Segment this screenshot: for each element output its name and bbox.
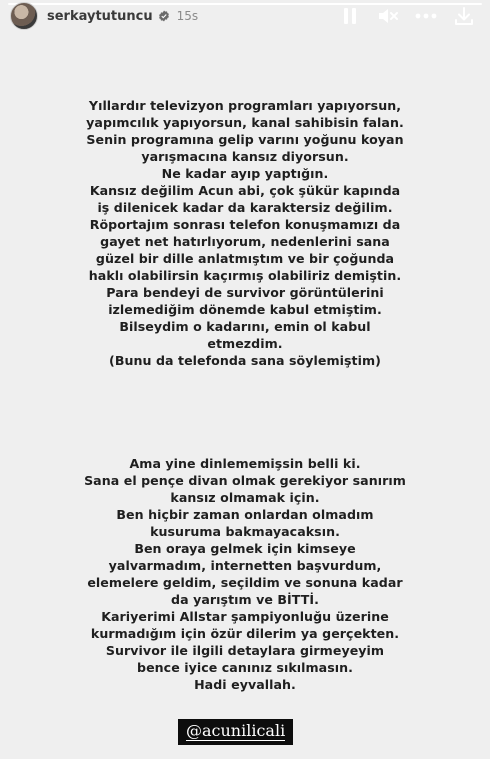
- story-text-line: güzel bir dille anlatmıştım ve bir çoğunda: [95, 251, 395, 266]
- more-icon: [415, 13, 437, 19]
- mute-icon: [378, 7, 398, 25]
- story-text-line: Kansız değilim Acun abi, çok şükür kapında: [89, 183, 401, 198]
- story-text-line: etmezdim.: [207, 336, 283, 351]
- story-text-line: kansız olmamak için.: [170, 490, 320, 505]
- story-text-line: yalvarmadım, internetten başvurdum,: [108, 558, 382, 573]
- mute-button[interactable]: [374, 2, 402, 30]
- story-text-line: kusuruma bakmayacaksın.: [150, 524, 340, 539]
- story-text-line: yarışmacına kansız diyorsun.: [141, 149, 349, 164]
- story-text-line: da yarıştım ve BİTTİ.: [171, 592, 319, 607]
- story-text-line: Kariyerimi Allstar şampiyonluğu üzerine: [101, 609, 389, 624]
- story-text-line: Ben oraya gelmek için kimseye: [134, 541, 356, 556]
- story-text-block-2: [40, 455, 450, 693]
- pause-icon: [343, 7, 357, 25]
- story-text-line: Sana el pençe divan olmak gerekiyor sanırım: [84, 473, 406, 488]
- story-text-line: iş dilenicek kadar da karaktersiz değilim.: [97, 200, 393, 215]
- story-text-line: Para bendeyi de survivor görüntülerini: [106, 285, 384, 300]
- download-button[interactable]: [450, 2, 478, 30]
- story-text-line: elemelere geldim, seçildim ve sonuna kadar: [87, 575, 403, 590]
- story-timestamp: 15s: [176, 9, 199, 23]
- story-text-line: kurmadığım için özür dilerim ya gerçekten.: [90, 626, 400, 641]
- story-header: [10, 0, 478, 32]
- story-text-line: Hadi eyvallah.: [194, 677, 296, 692]
- verified-badge-icon: [158, 10, 170, 22]
- story-text-line: Ben hiçbir zaman onlardan olmadım: [116, 507, 374, 522]
- story-text-line: gayet net hatırlıyorum, nedenlerini sana: [100, 234, 390, 249]
- mention-label: @acunilicali: [186, 721, 286, 740]
- username-link[interactable]: serkaytutuncu: [47, 8, 153, 24]
- story-text-block-1: [40, 97, 450, 369]
- profile-avatar[interactable]: [10, 2, 38, 30]
- story-text-line: Ne kadar ayıp yaptığın.: [161, 166, 329, 181]
- more-options-button[interactable]: [412, 2, 440, 30]
- story-text-line: yapımcılık yapıyorsun, kanal sahibisin falan.: [86, 115, 404, 130]
- pause-button[interactable]: [336, 2, 364, 30]
- story-text-line: Survivor ile ilgili detaylara girmeyeyim: [105, 643, 385, 658]
- story-text-line: bence iyice canınız sıkılmasın.: [137, 660, 353, 675]
- download-icon: [454, 6, 474, 26]
- story-text-line: (Bunu da telefonda sana söylemiştim): [109, 353, 381, 368]
- story-text-line: Ama yine dinlememişsin belli ki.: [129, 456, 361, 471]
- story-text-line: Röportajım sonrası telefon konuşmamızı da: [89, 217, 401, 232]
- story-text-line: Yıllardır televizyon programları yapıyorsun,: [88, 98, 402, 113]
- story-text-line: haklı olabilirsin kaçırmış olabiliriz demiştin.: [88, 268, 402, 283]
- story-text-line: Bilseydim o kadarını, emin ol kabul: [119, 319, 371, 334]
- story-text-line: Senin programına gelip varını yoğunu koyan: [86, 132, 404, 147]
- story-text-line: izlemediğim dönemde kabul etmiştim.: [108, 302, 382, 317]
- mention-sticker[interactable]: [178, 719, 293, 745]
